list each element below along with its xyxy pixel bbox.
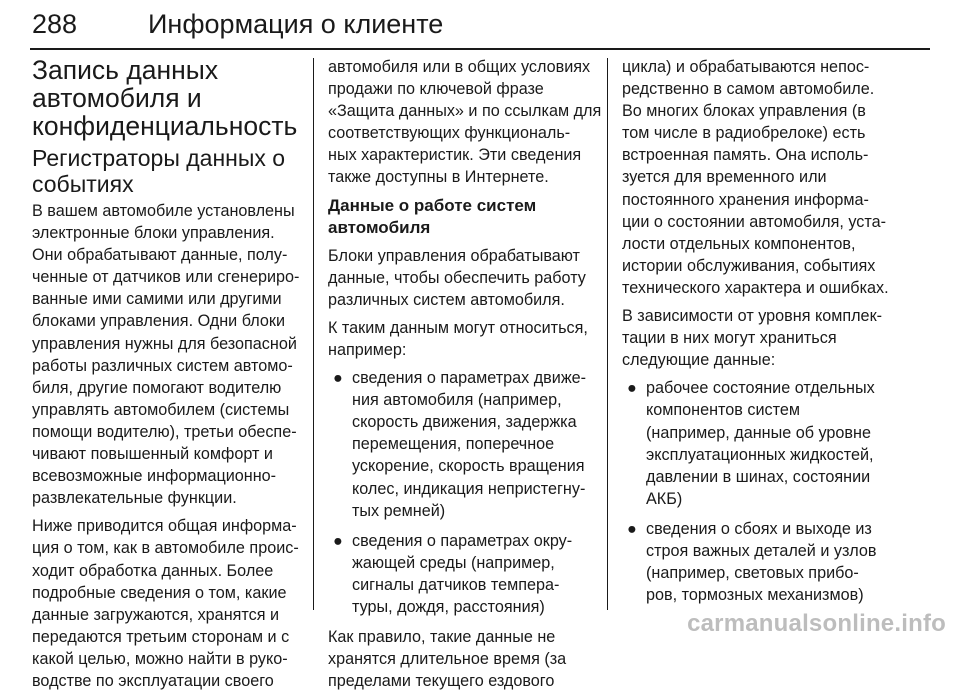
text-line: туры, дождя, расстояния) xyxy=(352,597,545,616)
list-item xyxy=(622,518,894,606)
text-line: работы различных систем автомо- xyxy=(32,356,293,375)
text-line: постоянного хранения информа- xyxy=(622,190,869,209)
text-line: сведения о параметрах движе- xyxy=(352,369,587,388)
paragraph-general-info xyxy=(32,515,300,692)
page-number: 288 xyxy=(32,9,78,39)
text-line: жающей среды (например, xyxy=(352,553,555,572)
text-line: продажи по ключевой фразе xyxy=(328,80,544,99)
list-item-text xyxy=(646,377,894,510)
text-line: передаются третьим сторонам и с xyxy=(32,627,290,646)
text-line: редственно в самом автомобиле. xyxy=(622,80,875,99)
text-line: автомобиля и xyxy=(32,83,202,113)
running-title: Информация о клиенте xyxy=(148,9,444,39)
text-line: Запись данных xyxy=(32,55,219,85)
text-line: подробные сведения о том, какие xyxy=(32,583,287,602)
text-line: зуется для временного или xyxy=(622,168,827,187)
text-line: соответствующих функциональ- xyxy=(328,124,571,143)
text-line: управления нужны для безопасной xyxy=(32,334,297,353)
paragraph-memory xyxy=(622,56,894,299)
text-line: управлять автомобилем (системы xyxy=(32,400,290,419)
paragraph-continuation xyxy=(328,56,602,189)
text-line: (например, световых прибо- xyxy=(646,564,859,583)
text-line: ция о том, как в автомобиле проис- xyxy=(32,539,299,558)
text-line: встроенная память. Она исполь- xyxy=(622,146,869,165)
text-line: данные загружаются, хранятся и xyxy=(32,605,280,624)
text-line: всевозможные информационно- xyxy=(32,467,277,486)
text-line: какой целью, можно найти в руко- xyxy=(32,649,288,668)
text-line: перемещения, поперечное xyxy=(352,435,555,454)
text-line: Ниже приводится общая информа- xyxy=(32,517,297,536)
text-line: например: xyxy=(328,340,407,359)
text-line: электронные блоки управления. xyxy=(32,224,275,243)
text-line: данные, чтобы обеспечить работу xyxy=(328,268,586,287)
column-2 xyxy=(328,56,602,698)
paragraph-control-units xyxy=(328,245,596,311)
bullet-icon: ● xyxy=(627,379,637,398)
section-heading xyxy=(32,56,300,140)
text-line: блоками управления. Одни блоки xyxy=(32,312,286,331)
text-line: ходит обработка данных. Более xyxy=(32,561,274,580)
paragraph-equipment-level xyxy=(622,305,894,371)
text-line: ченные от датчиков или сгенериро- xyxy=(32,268,300,287)
text-line: автомобиля или в общих условиях xyxy=(328,58,591,76)
text-line: Во многих блоках управления (в xyxy=(622,102,866,121)
text-line: конфиденциальность xyxy=(32,111,298,141)
text-line: Блоки управления обрабатывают xyxy=(328,246,580,265)
text-line: К таким данным могут относиться, xyxy=(328,318,588,337)
text-line: технического характера и ошибках. xyxy=(622,278,889,297)
text-line: сведения о сбоях и выходе из xyxy=(646,519,872,538)
text-line: хранятся длительное время (за xyxy=(328,650,567,669)
text-line: АКБ) xyxy=(646,489,683,508)
text-line: рабочее состояние отдельных xyxy=(646,379,875,398)
text-line: ции о состоянии автомобиля, уста- xyxy=(622,212,887,231)
text-line: «Защита данных» и по ссылкам для xyxy=(328,102,602,121)
text-line: ров, тормозных механизмов) xyxy=(646,586,864,605)
text-line: ванные ими самими или другими xyxy=(32,290,282,309)
text-line: истории обслуживания, событиях xyxy=(622,256,876,275)
text-line: Как правило, такие данные не xyxy=(328,628,556,647)
text-line: В вашем автомобиле установлены xyxy=(32,202,295,220)
text-line: водстве по эксплуатации своего xyxy=(32,671,274,690)
text-line: событиях xyxy=(32,171,134,197)
text-line: лости отдельных компонентов, xyxy=(622,234,856,253)
text-line: давлении в шинах, состоянии xyxy=(646,467,871,486)
list-item-text xyxy=(646,518,894,606)
list-item xyxy=(622,377,894,510)
subsection-heading xyxy=(32,145,300,197)
column-1 xyxy=(32,56,300,698)
subheading-system-data xyxy=(328,195,596,239)
text-line: компонентов систем xyxy=(646,401,800,420)
text-line: помощи водителю), третьи обеспе- xyxy=(32,422,297,441)
text-line: том числе в радиобрелоке) есть xyxy=(622,124,866,143)
text-line: автомобиля xyxy=(328,217,431,237)
text-line: ускорение, скорость вращения xyxy=(352,457,585,476)
text-line: Регистраторы данных о xyxy=(32,145,286,171)
bullet-icon: ● xyxy=(333,531,343,550)
text-line: пределами текущего ездового xyxy=(328,672,555,691)
watermark-logo: carmanualsonline.info xyxy=(687,610,946,637)
column-3 xyxy=(622,56,894,614)
list-item xyxy=(328,367,596,522)
text-line: тых ремней) xyxy=(352,501,446,520)
bullet-icon: ● xyxy=(333,369,343,388)
paragraph-storage xyxy=(328,626,596,692)
text-line: сведения о параметрах окру- xyxy=(352,531,573,550)
text-line: ния автомобиля (например, xyxy=(352,391,562,410)
header-rule xyxy=(30,48,930,50)
text-line: тации в них могут храниться xyxy=(622,329,837,348)
text-line: Они обрабатывают данные, полу- xyxy=(32,246,288,265)
list-item-text xyxy=(352,530,596,618)
text-line: В зависимости от уровня комплек- xyxy=(622,307,883,326)
text-line: ных характеристик. Эти сведения xyxy=(328,146,582,165)
text-line: развлекательные функции. xyxy=(32,489,237,508)
column-divider-2 xyxy=(607,58,608,610)
text-line: строя важных деталей и узлов xyxy=(646,541,877,560)
column-divider-1 xyxy=(313,58,314,610)
text-line: сигналы датчиков темпера- xyxy=(352,575,560,594)
text-line: также доступны в Интернете. xyxy=(328,168,549,187)
text-line: Данные о работе систем xyxy=(328,195,537,215)
paragraph-example-intro xyxy=(328,317,596,361)
bullet-icon: ● xyxy=(627,519,637,538)
text-line: различных систем автомобиля. xyxy=(328,290,565,309)
list-item xyxy=(328,530,596,618)
page-header xyxy=(30,4,930,48)
text-line: скорость движения, задержка xyxy=(352,413,577,432)
text-line: чивают повышенный комфорт и xyxy=(32,445,273,464)
list-item-text xyxy=(352,367,596,522)
text-line: биля, другие помогают водителю xyxy=(32,378,282,397)
text-line: эксплуатационных жидкостей, xyxy=(646,445,874,464)
text-line: цикла) и обрабатываются непос- xyxy=(622,58,870,76)
paragraph-intro xyxy=(32,200,300,509)
text-line: следующие данные: xyxy=(622,351,776,370)
text-line: (например, данные об уровне xyxy=(646,423,871,442)
text-line: колес, индикация непристегну- xyxy=(352,479,586,498)
